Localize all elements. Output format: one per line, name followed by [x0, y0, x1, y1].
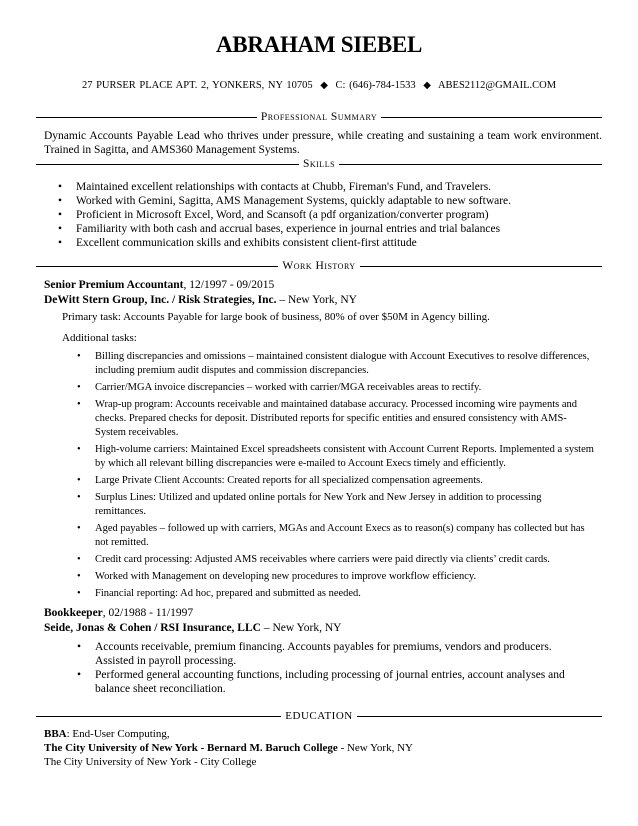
- school-name: The City University of New York - Bernard M. Baruch College: [44, 742, 338, 754]
- degree-line: [44, 727, 602, 741]
- company-location: – New York, NY: [276, 293, 357, 306]
- skills-block: [76, 180, 602, 250]
- diamond-icon: ◆: [320, 80, 328, 91]
- school-line: [44, 741, 602, 755]
- list-item: • High-volume carriers: Maintained Excel spreadsheets consistent with Account Current Reports. Implemented a system by which all relevant billing discrepancies were e-mailed to Account Execs timely and efficiently.: [95, 443, 594, 471]
- divider: [36, 164, 299, 165]
- company-name: DeWitt Stern Group, Inc. / Risk Strategies, Inc.: [44, 293, 277, 306]
- work-heading-label: Work History: [282, 260, 356, 272]
- contact-line: [0, 80, 638, 91]
- school2-line: The City University of New York - City College: [44, 756, 257, 768]
- divider: [381, 117, 602, 118]
- school-location: - New York, NY: [337, 742, 413, 754]
- skills-heading: [36, 157, 602, 171]
- job-title: Senior Premium Accountant: [44, 279, 184, 291]
- education-heading: [36, 709, 602, 723]
- company-name: Seide, Jonas & Cohen / RSI Insurance, LLC: [44, 621, 261, 634]
- list-item: • Worked with Management on developing new procedures to improve workflow efficiency.: [95, 570, 594, 584]
- work-heading: [36, 259, 602, 273]
- list-item: • Financial reporting: Ad hoc, prepared and submitted as needed.: [95, 587, 594, 601]
- list-item: • Aged payables – followed up with carriers, MGAs and Account Execs as to reason(s) company has collected but has not remitted.: [95, 522, 594, 550]
- list-item: • Performed general accounting functions, including processing of journal entries, account analyses and balance sheet reconciliation.: [95, 668, 588, 696]
- job2-header: [44, 606, 602, 635]
- job1-duties: [95, 350, 594, 604]
- job-dates: , 12/1997 - 09/2015: [183, 279, 275, 291]
- degree-label: BBA: [44, 728, 67, 740]
- list-item: • Carrier/MGA invoice discrepancies – worked with carrier/MGA receivables areas to rectify.: [95, 381, 594, 395]
- education-heading-label: EDUCATION: [285, 710, 353, 722]
- divider: [357, 716, 602, 717]
- job-title-line: [44, 278, 602, 293]
- job2-duties: [95, 640, 588, 696]
- list-item: • Accounts receivable, premium financing. Accounts payables for premiums, vendors and producers. Assisted in payroll processing.: [95, 640, 588, 668]
- job-title-line: [44, 606, 602, 621]
- duties-list: [95, 640, 588, 696]
- job-dates: , 02/1988 - 11/1997: [102, 607, 194, 619]
- list-item: • Proficient in Microsoft Excel, Word, and Scansoft (a pdf organization/converter program): [76, 208, 602, 222]
- divider: [360, 266, 602, 267]
- degree-field: : End-User Computing,: [66, 728, 170, 740]
- additional-tasks-label: Additional tasks:: [62, 332, 137, 344]
- list-item: • Maintained excellent relationships with contacts at Chubb, Fireman's Fund, and Travelers.: [76, 180, 602, 194]
- list-item: • Surplus Lines: Utilized and updated online portals for New York and New Jersey in addition to processing remittances.: [95, 491, 594, 519]
- list-item: • Large Private Client Accounts: Created reports for all specialized compensation agreements.: [95, 474, 594, 488]
- list-item: • Worked with Gemini, Sagitta, AMS Management Systems, quickly adaptable to new software.: [76, 194, 602, 208]
- candidate-name: ABRAHAM SIEBEL: [215, 32, 423, 57]
- list-item: • Wrap-up program: Accounts receivable and maintained database accuracy. Processed incoming wire payments and checks. Prepared checks for deposit. Distributed reports for specific entities and ensured consistency with AMS-System receivables.: [95, 398, 594, 440]
- divider: [36, 266, 278, 267]
- list-item: • Billing discrepancies and omissions – maintained consistent dialogue with Account Executives to resolve differences, including premium audit disputes and commission discrepancies.: [95, 350, 594, 378]
- company-line: [44, 293, 602, 308]
- skills-heading-label: Skills: [302, 158, 336, 170]
- skills-list: [76, 180, 602, 250]
- primary-task: Primary task: Accounts Payable for large book of business, 80% of over $50M in Agency billing.: [62, 311, 490, 323]
- email: ABES2112@GMAIL.COM: [437, 80, 557, 91]
- summary-heading: [36, 110, 602, 124]
- list-item: • Familiarity with both cash and accrual bases, experience in journal entries and trial balances: [76, 222, 602, 236]
- list-item: • Credit card processing: Adjusted AMS receivables where carriers were paid directly via clients’ credit cards.: [95, 553, 594, 567]
- education-block: [44, 727, 602, 769]
- divider: [36, 117, 257, 118]
- summary-block: [44, 130, 602, 157]
- phone: C: (646)-784-1533: [335, 80, 416, 91]
- company-location: – New York, NY: [260, 621, 342, 634]
- address: 27 PURSER PLACE APT. 2, YONKERS, NY 10705: [81, 80, 313, 91]
- duties-list: [95, 350, 594, 601]
- list-item: • Excellent communication skills and exhibits consistent client-first attitude: [76, 236, 602, 250]
- summary-heading-label: Professional Summary: [260, 111, 378, 123]
- summary-text: Dynamic Accounts Payable Lead who thrives under pressure, while creating and sustaining a team work environment. Trained in Sagitta, and AMS360 Management Systems.: [44, 130, 602, 156]
- job1-header: [44, 278, 602, 307]
- job-title: Bookkeeper: [44, 607, 103, 619]
- company-line: [44, 621, 602, 636]
- divider: [36, 716, 281, 717]
- divider: [339, 164, 602, 165]
- diamond-icon: ◆: [423, 80, 431, 91]
